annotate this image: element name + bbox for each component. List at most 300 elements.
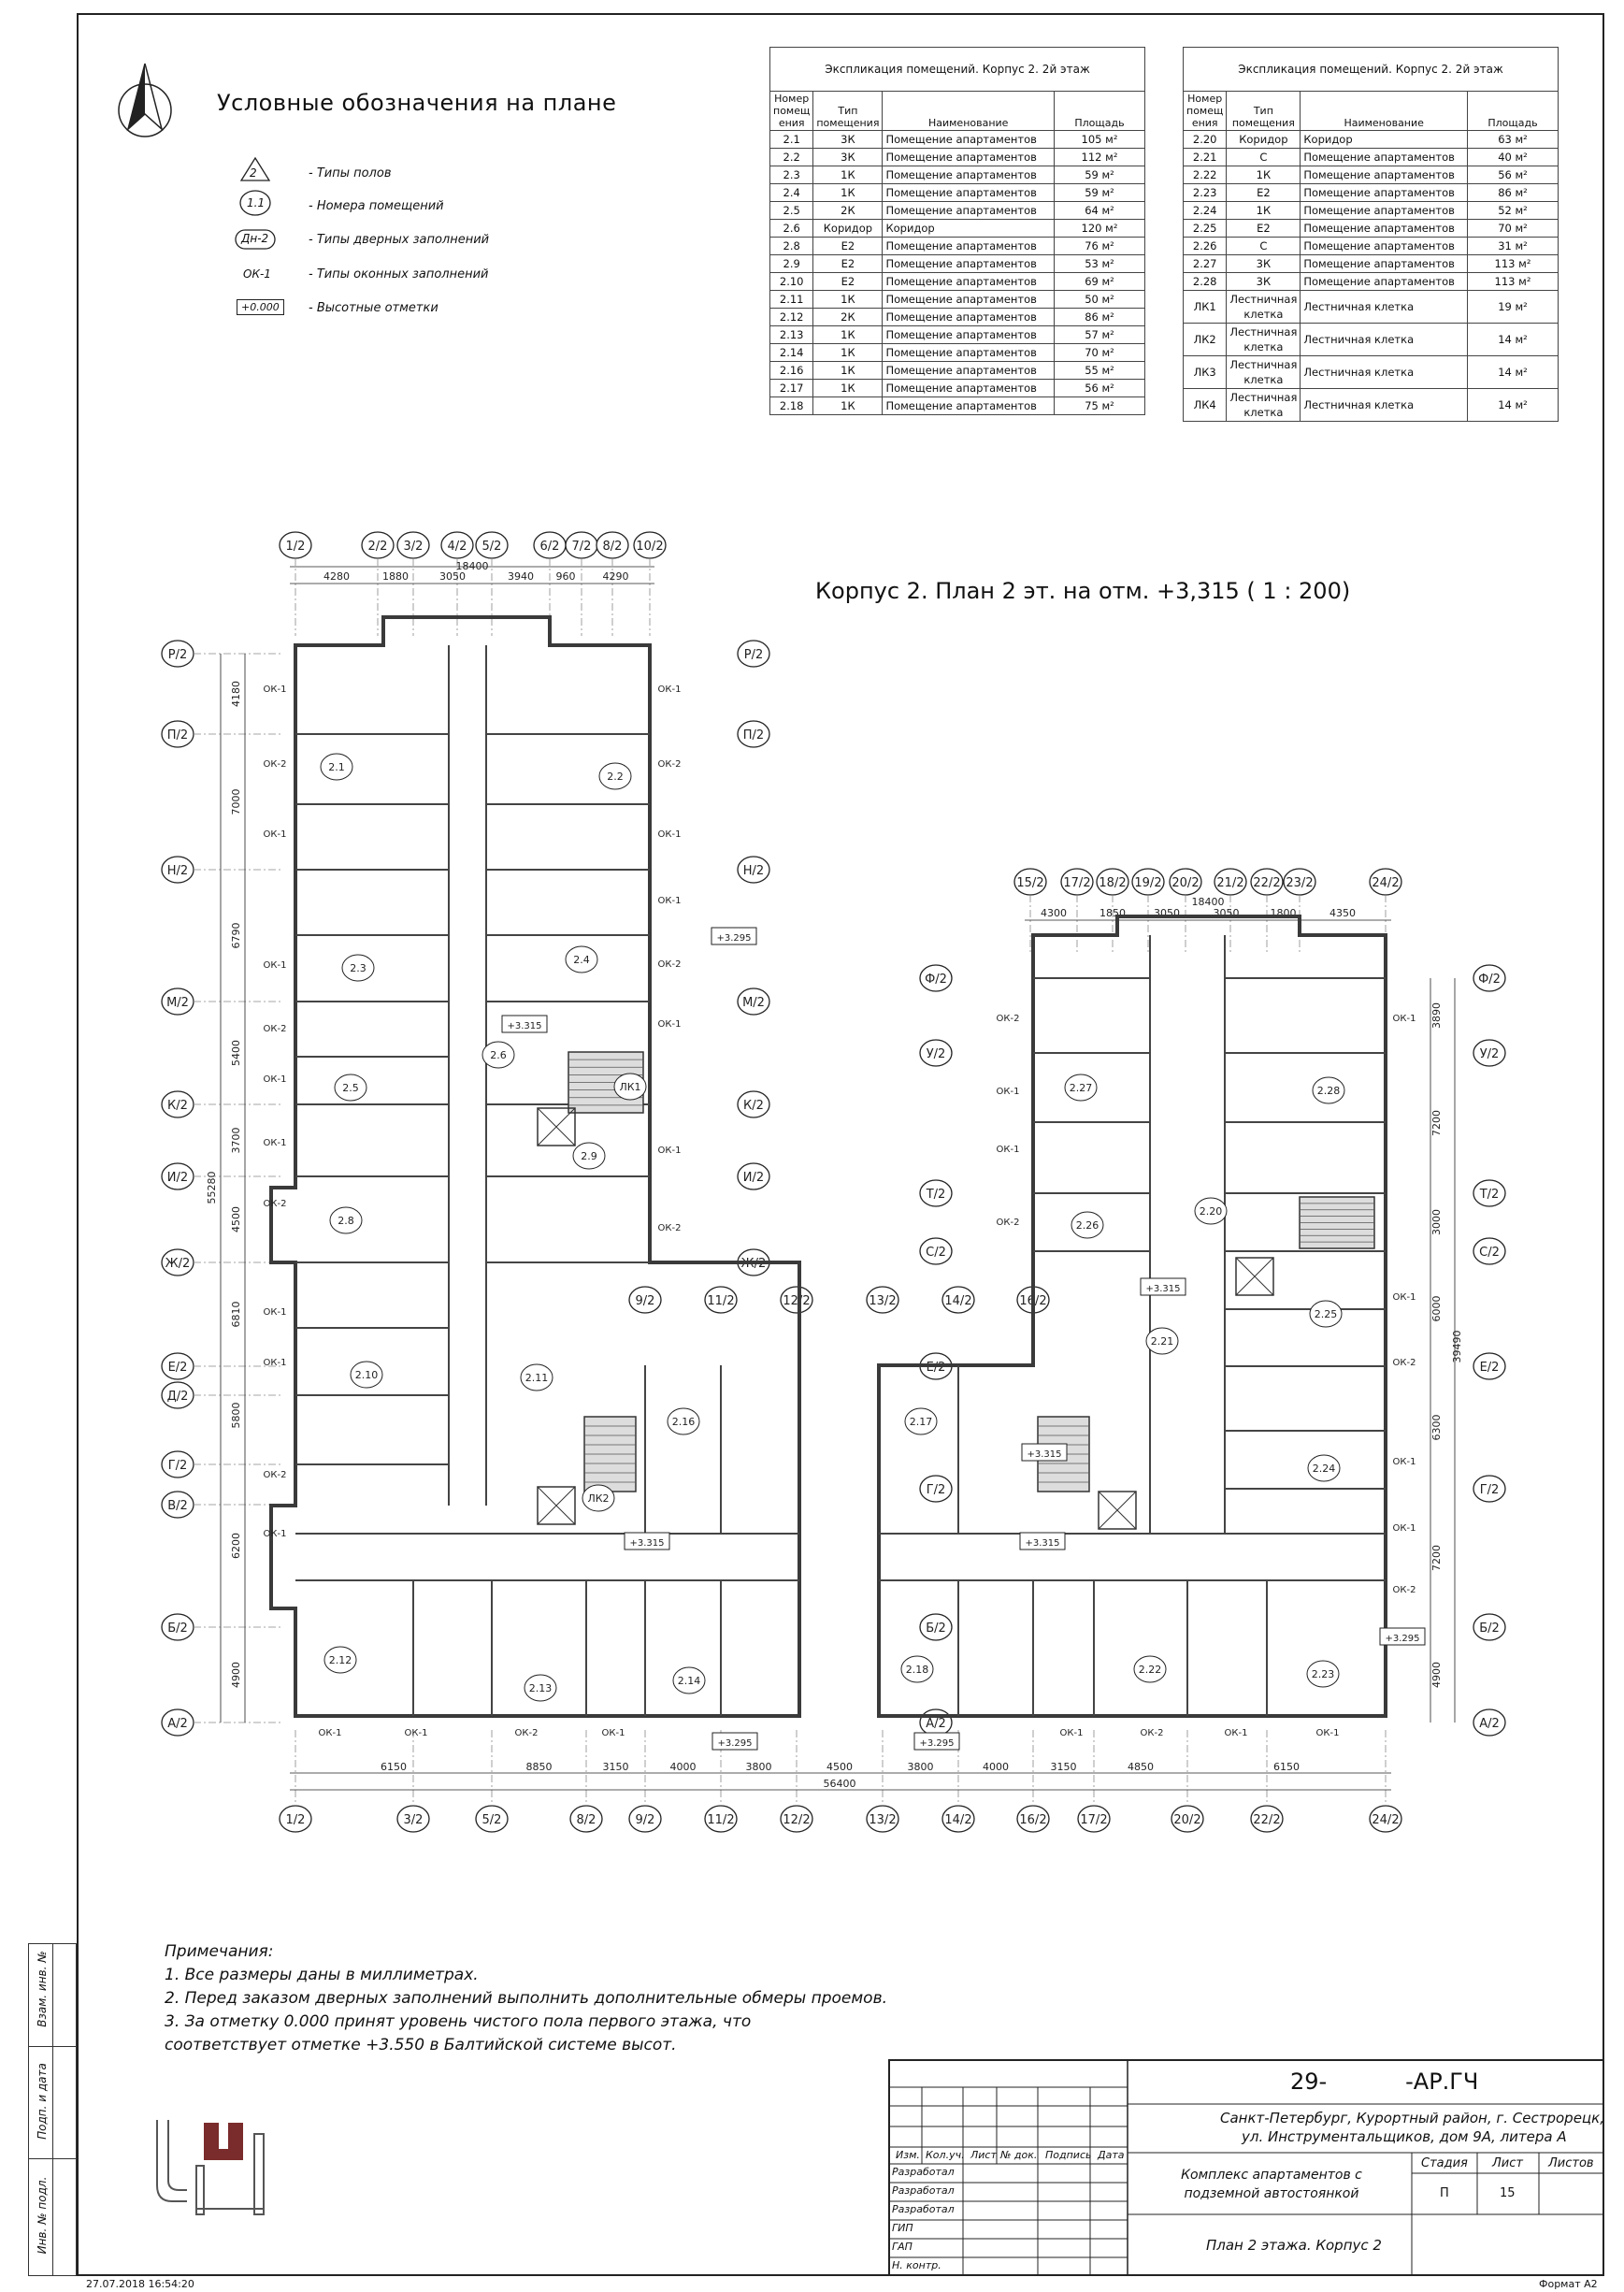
project-name: Комплекс апартаментов с подземной автостоянкой <box>1181 2168 1362 2201</box>
room-tag-right-2: 2.20 <box>1199 1205 1223 1218</box>
table-right-cell-type: 3К <box>1227 273 1301 291</box>
dim-top-left-5: 4290 <box>602 570 629 583</box>
window-tag-15: ОК-1 <box>657 896 682 906</box>
table-left-cell-number: 2.13 <box>770 326 813 344</box>
table-left-cell-number: 2.2 <box>770 149 813 166</box>
table-left-cell-number: 2.3 <box>770 166 813 184</box>
room-tag-left-15: ЛК2 <box>587 1492 610 1505</box>
table-left-cell-type: Коридор <box>813 220 883 238</box>
axis-top-left-6: 7/2 <box>571 540 592 554</box>
table-left-cell-name: Помещение апартаментов <box>883 202 1055 220</box>
stage-value: П <box>1440 2186 1449 2200</box>
dim-left-1: 7000 <box>230 788 242 815</box>
table-left-cell-number: 2.11 <box>770 291 813 309</box>
axis-right-left-7: А/2 <box>926 1717 946 1731</box>
table-right-cell-number: ЛК1 <box>1184 291 1227 324</box>
window-tag-0: ОК-1 <box>263 685 287 695</box>
window-tag-37: ОК-2 <box>1392 1585 1416 1595</box>
table-left-cell-area: 59 м² <box>1055 166 1145 184</box>
room-tag-right-7: 2.25 <box>1314 1308 1338 1320</box>
axis-right-7: А/2 <box>1479 1717 1500 1731</box>
window-tag-22: ОК-2 <box>514 1728 539 1738</box>
legend-title: Условные обозначения на плане <box>217 90 617 116</box>
dim-top-left-1: 1880 <box>382 570 409 583</box>
table-left-header-type: Тип помещения <box>813 92 883 131</box>
level-mark-8: +3.295 <box>1385 1634 1420 1644</box>
dim-left-3: 5400 <box>230 1040 242 1066</box>
axis-left-0: Р/2 <box>167 648 188 662</box>
table-right-cell-area: 70 м² <box>1468 220 1559 238</box>
table-right-cell-name: Коридор <box>1301 131 1468 149</box>
window-tag-33: ОК-1 <box>1392 1292 1416 1303</box>
role-gap: ГАП <box>892 2241 913 2253</box>
room-tag-left-14: ЛК1 <box>619 1081 641 1093</box>
table-right-cell-number: ЛК2 <box>1184 324 1227 356</box>
table-left-cell-number: 2.1 <box>770 131 813 149</box>
axis-right-1: У/2 <box>1479 1047 1500 1061</box>
table-right-cell-number: 2.22 <box>1184 166 1227 184</box>
window-tag-8: ОК-1 <box>263 1307 287 1318</box>
table-left-cell-number: 2.10 <box>770 273 813 291</box>
table-left-cell-type: 1К <box>813 291 883 309</box>
table-right-cell-number: 2.27 <box>1184 255 1227 273</box>
dim-top-left-4: 960 <box>555 570 576 583</box>
table-right-cell-name: Лестничная клетка <box>1301 389 1468 422</box>
table-left-cell-type: Е2 <box>813 238 883 255</box>
axis-left-right-1: П/2 <box>742 728 765 742</box>
axis-top-right-2: 18/2 <box>1099 876 1127 890</box>
table-right-cell-type: С <box>1227 238 1301 255</box>
table-right-cell-type: 3К <box>1227 255 1301 273</box>
table-right-cell-area: 52 м² <box>1468 202 1559 220</box>
window-tag-10: ОК-2 <box>263 1470 287 1480</box>
table-right-cell-name: Помещение апартаментов <box>1301 220 1468 238</box>
window-tag-25: ОК-2 <box>1140 1728 1164 1738</box>
room-tag-left-1: 2.2 <box>607 771 624 783</box>
window-tag-31: ОК-2 <box>996 1218 1020 1228</box>
axis-mid-0: 9/2 <box>635 1294 655 1308</box>
axis-top-left-5: 6/2 <box>539 540 560 554</box>
table-left-cell-area: 50 м² <box>1055 291 1145 309</box>
table-right-cell-type: Е2 <box>1227 184 1301 202</box>
col-header-sheet: Лист <box>970 2149 997 2161</box>
window-tag-3: ОК-1 <box>263 960 287 971</box>
window-tag-12: ОК-1 <box>657 685 682 695</box>
table-right-header-area: Площадь <box>1468 92 1559 131</box>
axis-left-6: Ж/2 <box>165 1257 191 1271</box>
table-right-cell-type: 1К <box>1227 202 1301 220</box>
table-left-header-name: Наименование <box>883 92 1055 131</box>
dim-right-3: 6000 <box>1430 1295 1443 1322</box>
col-header-signature: Подпись <box>1045 2149 1092 2161</box>
table-right-cell-number: 2.20 <box>1184 131 1227 149</box>
table-right-cell-area: 40 м² <box>1468 149 1559 166</box>
stage-label: Стадия <box>1421 2156 1468 2170</box>
table-right-cell-name: Лестничная клетка <box>1301 324 1468 356</box>
dim-bottom-7: 4000 <box>983 1761 1009 1773</box>
window-tag-4: ОК-2 <box>263 1024 287 1034</box>
table-left-cell-name: Помещение апартаментов <box>883 344 1055 362</box>
axis-right-6: Б/2 <box>1479 1622 1500 1636</box>
table-right-cell-name: Помещение апартаментов <box>1301 166 1468 184</box>
table-left-cell-area: 69 м² <box>1055 273 1145 291</box>
window-tag-11: ОК-1 <box>263 1529 287 1539</box>
table-right-cell-number: 2.23 <box>1184 184 1227 202</box>
axis-top-left-2: 3/2 <box>403 540 424 554</box>
axis-bottom-6: 12/2 <box>783 1813 811 1827</box>
table-right-cell-type: 1К <box>1227 166 1301 184</box>
window-tag-16: ОК-2 <box>657 959 682 970</box>
dim-bottom-2: 3150 <box>602 1761 629 1773</box>
axis-right-left-2: Т/2 <box>926 1188 946 1202</box>
room-tag-left-13: 2.16 <box>671 1416 696 1428</box>
axis-bottom-0: 1/2 <box>285 1813 306 1827</box>
table-left-cell-name: Помещение апартаментов <box>883 397 1055 415</box>
window-tag-7: ОК-2 <box>263 1199 287 1209</box>
table-left-cell-number: 2.8 <box>770 238 813 255</box>
notes-block <box>165 1940 887 2057</box>
window-tag-20: ОК-1 <box>318 1728 342 1738</box>
elevator-cross-3 <box>1236 1258 1273 1295</box>
axis-right-2: Т/2 <box>1479 1188 1500 1202</box>
window-tag-2: ОК-1 <box>263 829 287 840</box>
col-header-doc: № док. <box>1000 2149 1038 2161</box>
table-right-cell-type: Е2 <box>1227 220 1301 238</box>
room-tag-right-10: 2.28 <box>1316 1085 1341 1097</box>
table-left-header-area: Площадь <box>1055 92 1145 131</box>
table-left-cell-area: 70 м² <box>1055 344 1145 362</box>
table-left-cell-type: 1К <box>813 362 883 380</box>
plan-title: Корпус 2. План 2 эт. на отм. +3,315 ( 1 : 200) <box>815 578 1351 604</box>
side-stamp-label-1: Взам. инв. № <box>36 1951 49 2027</box>
room-tag-left-5: 2.6 <box>490 1049 507 1061</box>
table-left-cell-number: 2.4 <box>770 184 813 202</box>
table-left-cell-name: Помещение апартаментов <box>883 326 1055 344</box>
table-right-cell-type: С <box>1227 149 1301 166</box>
axis-top-left-4: 5/2 <box>481 540 502 554</box>
dim-top-left-2: 3050 <box>439 570 466 583</box>
dim-right-0: 3890 <box>1430 1002 1443 1029</box>
title-block <box>888 2059 1604 2276</box>
level-mark-3: +3.315 <box>1025 1538 1060 1549</box>
table-right-caption: Экспликация помещений. Корпус 2. 2й этаж <box>1184 48 1559 92</box>
axis-bottom-12: 22/2 <box>1253 1813 1281 1827</box>
window-tag-9: ОК-1 <box>263 1358 287 1368</box>
dim-left-8: 6200 <box>230 1533 242 1559</box>
table-right-cell-area: 56 м² <box>1468 166 1559 184</box>
right-block-outline <box>879 916 1386 1716</box>
table-right-cell-number: ЛК3 <box>1184 356 1227 389</box>
dim-top-right-3: 3050 <box>1213 907 1240 919</box>
window-tag-32: ОК-1 <box>1392 1014 1416 1024</box>
axis-top-right-0: 15/2 <box>1016 876 1044 890</box>
axis-mid-5: 16/2 <box>1019 1294 1047 1308</box>
dim-bottom-0: 6150 <box>381 1761 407 1773</box>
axis-left-right-4: К/2 <box>743 1099 764 1113</box>
col-header-date: Дата <box>1098 2149 1125 2161</box>
dim-bottom-8: 3150 <box>1050 1761 1077 1773</box>
level-mark-1: +3.315 <box>507 1021 542 1031</box>
table-left-header-number: Номер помещ ения <box>770 92 813 131</box>
table-left-cell-area: 59 м² <box>1055 184 1145 202</box>
axis-top-left-7: 8/2 <box>602 540 623 554</box>
axis-left-7: Е/2 <box>167 1361 188 1375</box>
room-tag-left-8: 2.10 <box>354 1369 379 1381</box>
col-header-change: Изм. <box>896 2149 920 2161</box>
level-mark-6: +3.315 <box>1145 1284 1181 1294</box>
table-right-cell-name: Помещение апартаментов <box>1301 149 1468 166</box>
window-tag-13: ОК-2 <box>657 759 682 770</box>
company-logo <box>150 2115 280 2218</box>
axis-right-5: Г/2 <box>1479 1483 1500 1497</box>
axis-top-right-4: 20/2 <box>1171 876 1200 890</box>
axis-right-3: С/2 <box>1479 1246 1500 1260</box>
elevator-cross-1 <box>538 1487 575 1524</box>
table-left-cell-area: 64 м² <box>1055 202 1145 220</box>
dim-right-4: 6300 <box>1430 1414 1443 1441</box>
table-left-cell-type: Е2 <box>813 273 883 291</box>
table-right-cell-number: 2.25 <box>1184 220 1227 238</box>
dim-bottom-total: 56400 <box>823 1778 856 1790</box>
axis-bottom-4: 9/2 <box>635 1813 655 1827</box>
role-gip: ГИП <box>892 2222 913 2234</box>
axis-left-9: Г/2 <box>167 1459 188 1473</box>
paper-format: Формат А2 <box>1539 2278 1598 2290</box>
axis-right-4: Е/2 <box>1479 1361 1500 1375</box>
table-right-cell-number: 2.28 <box>1184 273 1227 291</box>
table-right-cell-area: 19 м² <box>1468 291 1559 324</box>
room-tag-right-0: 2.17 <box>909 1416 933 1428</box>
notes-title: Примечания: <box>165 1942 274 1961</box>
axis-left-12: А/2 <box>167 1717 188 1731</box>
role-developer-1: Разработал <box>892 2166 955 2178</box>
elevator-cross-0 <box>538 1108 575 1146</box>
axis-top-left-3: 4/2 <box>447 540 467 554</box>
table-left-cell-area: 75 м² <box>1055 397 1145 415</box>
dim-right-6: 4900 <box>1430 1662 1443 1688</box>
room-tag-left-12: 2.14 <box>677 1675 701 1687</box>
axis-mid-3: 13/2 <box>869 1294 897 1308</box>
window-tag-36: ОК-1 <box>1392 1523 1416 1534</box>
window-tag-1: ОК-2 <box>263 759 287 770</box>
table-right-header-number: Номер помещ ения <box>1184 92 1227 131</box>
table-left-cell-number: 2.16 <box>770 362 813 380</box>
dim-left-2: 6790 <box>230 922 242 949</box>
window-tag-19: ОК-2 <box>657 1223 682 1233</box>
axis-top-right-7: 23/2 <box>1286 876 1314 890</box>
legend-text-room: - Номера помещений <box>309 199 444 213</box>
axis-left-10: В/2 <box>167 1499 188 1513</box>
room-tag-right-1: 2.18 <box>905 1664 929 1676</box>
dim-bottom-1: 8850 <box>525 1761 553 1773</box>
table-left-cell-type: 1К <box>813 380 883 397</box>
room-tag-right-4: 2.22 <box>1138 1664 1162 1676</box>
legend-symbol-window: ОК-1 <box>243 267 271 281</box>
table-right-cell-name: Помещение апартаментов <box>1301 238 1468 255</box>
notes-line-3: 3. За отметку 0.000 принят уровень чистого пола первого этажа, что <box>165 2012 752 2031</box>
table-left-cell-area: 53 м² <box>1055 255 1145 273</box>
axis-bottom-8: 14/2 <box>944 1813 972 1827</box>
elevator-cross-2 <box>1099 1492 1136 1529</box>
axis-left-8: Д/2 <box>166 1390 189 1404</box>
table-left-cell-area: 86 м² <box>1055 309 1145 326</box>
table-right-cell-area: 113 м² <box>1468 255 1559 273</box>
room-tag-left-4: 2.5 <box>342 1082 359 1094</box>
role-developer-2: Разработал <box>892 2184 955 2197</box>
axis-right-left-4: Е/2 <box>926 1361 946 1375</box>
table-left-cell-area: 55 м² <box>1055 362 1145 380</box>
table-left-cell-name: Помещение апартаментов <box>883 184 1055 202</box>
side-stamp-label-3: Инв. № подл. <box>36 2176 49 2255</box>
table-left-cell-name: Помещение апартаментов <box>883 238 1055 255</box>
print-datetime: 27.07.2018 16:54:20 <box>86 2278 194 2290</box>
window-tag-17: ОК-1 <box>657 1019 682 1030</box>
table-left-cell-name: Помещение апартаментов <box>883 166 1055 184</box>
legend-symbol-level: +0.000 <box>237 299 284 315</box>
level-mark-2: +3.315 <box>629 1538 665 1549</box>
window-tag-5: ОК-1 <box>263 1074 287 1085</box>
table-right-cell-number: ЛК4 <box>1184 389 1227 422</box>
level-mark-4: +3.295 <box>717 1738 753 1749</box>
table-left-cell-type: 2К <box>813 309 883 326</box>
room-tag-right-5: 2.23 <box>1311 1668 1335 1680</box>
sheets-label: Листов <box>1548 2156 1594 2170</box>
axis-left-right-3: М/2 <box>742 996 765 1010</box>
table-right-cell-name: Лестничная клетка <box>1301 356 1468 389</box>
level-mark-5: +3.295 <box>919 1738 955 1749</box>
axis-right-0: Ф/2 <box>1478 973 1501 987</box>
table-right-cell-type: Лестничная клетка <box>1227 356 1301 389</box>
table-left-cell-area: 112 м² <box>1055 149 1145 166</box>
dim-left-0: 4180 <box>230 681 242 707</box>
document-code: 29- -АР.ГЧ <box>1290 2069 1479 2095</box>
level-mark-7: +3.315 <box>1027 1449 1062 1460</box>
axis-left-2: Н/2 <box>166 864 189 878</box>
dim-bottom-3: 4000 <box>669 1761 697 1773</box>
axis-left-3: М/2 <box>166 996 189 1010</box>
table-left-cell-number: 2.12 <box>770 309 813 326</box>
side-stamp-grid <box>28 1943 77 2276</box>
table-left-cell-area: 57 м² <box>1055 326 1145 344</box>
axis-top-left-0: 1/2 <box>285 540 306 554</box>
dim-top-left-0: 4280 <box>323 570 350 583</box>
dim-left-4: 3700 <box>230 1127 242 1154</box>
table-left-cell-type: 1К <box>813 184 883 202</box>
table-right-cell-number: 2.24 <box>1184 202 1227 220</box>
window-tag-14: ОК-1 <box>657 829 682 840</box>
table-left-cell-type: 1К <box>813 344 883 362</box>
table-left-cell-area: 56 м² <box>1055 380 1145 397</box>
axis-right-left-1: У/2 <box>926 1047 946 1061</box>
room-tag-left-2: 2.3 <box>350 962 366 974</box>
room-tag-right-6: 2.24 <box>1312 1463 1336 1475</box>
axis-top-right-6: 22/2 <box>1253 876 1281 890</box>
legend-symbol-door: Дн-2 <box>241 232 269 245</box>
window-tag-29: ОК-1 <box>996 1087 1020 1097</box>
role-developer-3: Разработал <box>892 2203 955 2215</box>
axis-bottom-9: 16/2 <box>1019 1813 1047 1827</box>
window-tag-21: ОК-1 <box>404 1728 428 1738</box>
axis-left-11: Б/2 <box>167 1622 188 1636</box>
sheet-label: Лист <box>1492 2156 1523 2170</box>
left-block-outline <box>271 617 799 1716</box>
table-right-cell-name: Помещение апартаментов <box>1301 273 1468 291</box>
table-right-cell-area: 86 м² <box>1468 184 1559 202</box>
legend-text-floor: - Типы полов <box>309 166 392 180</box>
table-left-cell-area: 120 м² <box>1055 220 1145 238</box>
table-left-cell-type: 3К <box>813 149 883 166</box>
window-tag-23: ОК-1 <box>601 1728 625 1738</box>
side-stamp-label-2: Подп. и дата <box>36 2063 49 2140</box>
room-tag-left-7: 2.9 <box>581 1150 597 1162</box>
table-left-cell-name: Помещение апартаментов <box>883 291 1055 309</box>
table-right-cell-area: 14 м² <box>1468 389 1559 422</box>
dim-left-6: 6810 <box>230 1301 242 1328</box>
room-tag-right-3: 2.21 <box>1150 1335 1174 1348</box>
window-tag-28: ОК-2 <box>996 1014 1020 1024</box>
table-left-cell-number: 2.14 <box>770 344 813 362</box>
dim-right-1: 7200 <box>1430 1110 1443 1136</box>
table-left-cell-number: 2.18 <box>770 397 813 415</box>
dim-top-right-2: 3050 <box>1154 907 1180 919</box>
table-left-cell-name: Помещение апартаментов <box>883 149 1055 166</box>
room-tag-left-6: 2.8 <box>338 1215 354 1227</box>
table-right-header-name: Наименование <box>1301 92 1468 131</box>
table-left-cell-area: 76 м² <box>1055 238 1145 255</box>
dim-left-9: 4900 <box>230 1662 242 1688</box>
table-right-cell-type: Коридор <box>1227 131 1301 149</box>
dim-bottom-9: 4850 <box>1128 1761 1154 1773</box>
table-left-cell-name: Помещение апартаментов <box>883 362 1055 380</box>
table-left-cell-name: Помещение апартаментов <box>883 309 1055 326</box>
dim-right-5: 7200 <box>1430 1545 1443 1571</box>
dim-right-total: 39490 <box>1451 1330 1463 1363</box>
dim-top-right-0: 4300 <box>1041 907 1067 919</box>
legend-symbol-room: 1.1 <box>247 196 266 209</box>
axis-bottom-5: 11/2 <box>707 1813 735 1827</box>
window-tag-27: ОК-1 <box>1315 1728 1340 1738</box>
table-left-caption: Экспликация помещений. Корпус 2. 2й этаж <box>770 48 1145 92</box>
axis-bottom-10: 17/2 <box>1080 1813 1108 1827</box>
table-right-header-type: Тип помещения <box>1227 92 1301 131</box>
axis-top-right-8: 24/2 <box>1372 876 1400 890</box>
window-tag-30: ОК-1 <box>996 1145 1020 1155</box>
legend-text-window: - Типы оконных заполнений <box>309 267 489 281</box>
axis-right-left-6: Б/2 <box>926 1622 946 1636</box>
dim-bottom-4: 3800 <box>745 1761 772 1773</box>
axis-mid-4: 14/2 <box>944 1294 972 1308</box>
dim-top-left-total: 18400 <box>455 560 489 572</box>
dim-top-right-total: 18400 <box>1191 896 1225 908</box>
sheet-value: 15 <box>1500 2186 1516 2200</box>
table-right-cell-type: Лестничная клетка <box>1227 389 1301 422</box>
table-left-cell-type: Е2 <box>813 255 883 273</box>
table-left-cell-number: 2.9 <box>770 255 813 273</box>
table-right-cell-area: 31 м² <box>1468 238 1559 255</box>
table-left-cell-name: Помещение апартаментов <box>883 131 1055 149</box>
axis-top-left-1: 2/2 <box>367 540 388 554</box>
notes-line-2: 2. Перед заказом дверных заполнений выполнить дополнительные обмеры проемов. <box>165 1989 887 2008</box>
table-left-cell-type: 3К <box>813 131 883 149</box>
table-right-cell-area: 14 м² <box>1468 324 1559 356</box>
room-tag-left-9: 2.11 <box>525 1372 549 1384</box>
axis-mid-2: 12/2 <box>783 1294 811 1308</box>
notes-line-1: 1. Все размеры даны в миллиметрах. <box>165 1966 479 1984</box>
room-tag-left-11: 2.13 <box>528 1682 553 1694</box>
axis-bottom-7: 13/2 <box>869 1813 897 1827</box>
legend-text-level: - Высотные отметки <box>309 301 438 315</box>
table-left-cell-number: 2.6 <box>770 220 813 238</box>
